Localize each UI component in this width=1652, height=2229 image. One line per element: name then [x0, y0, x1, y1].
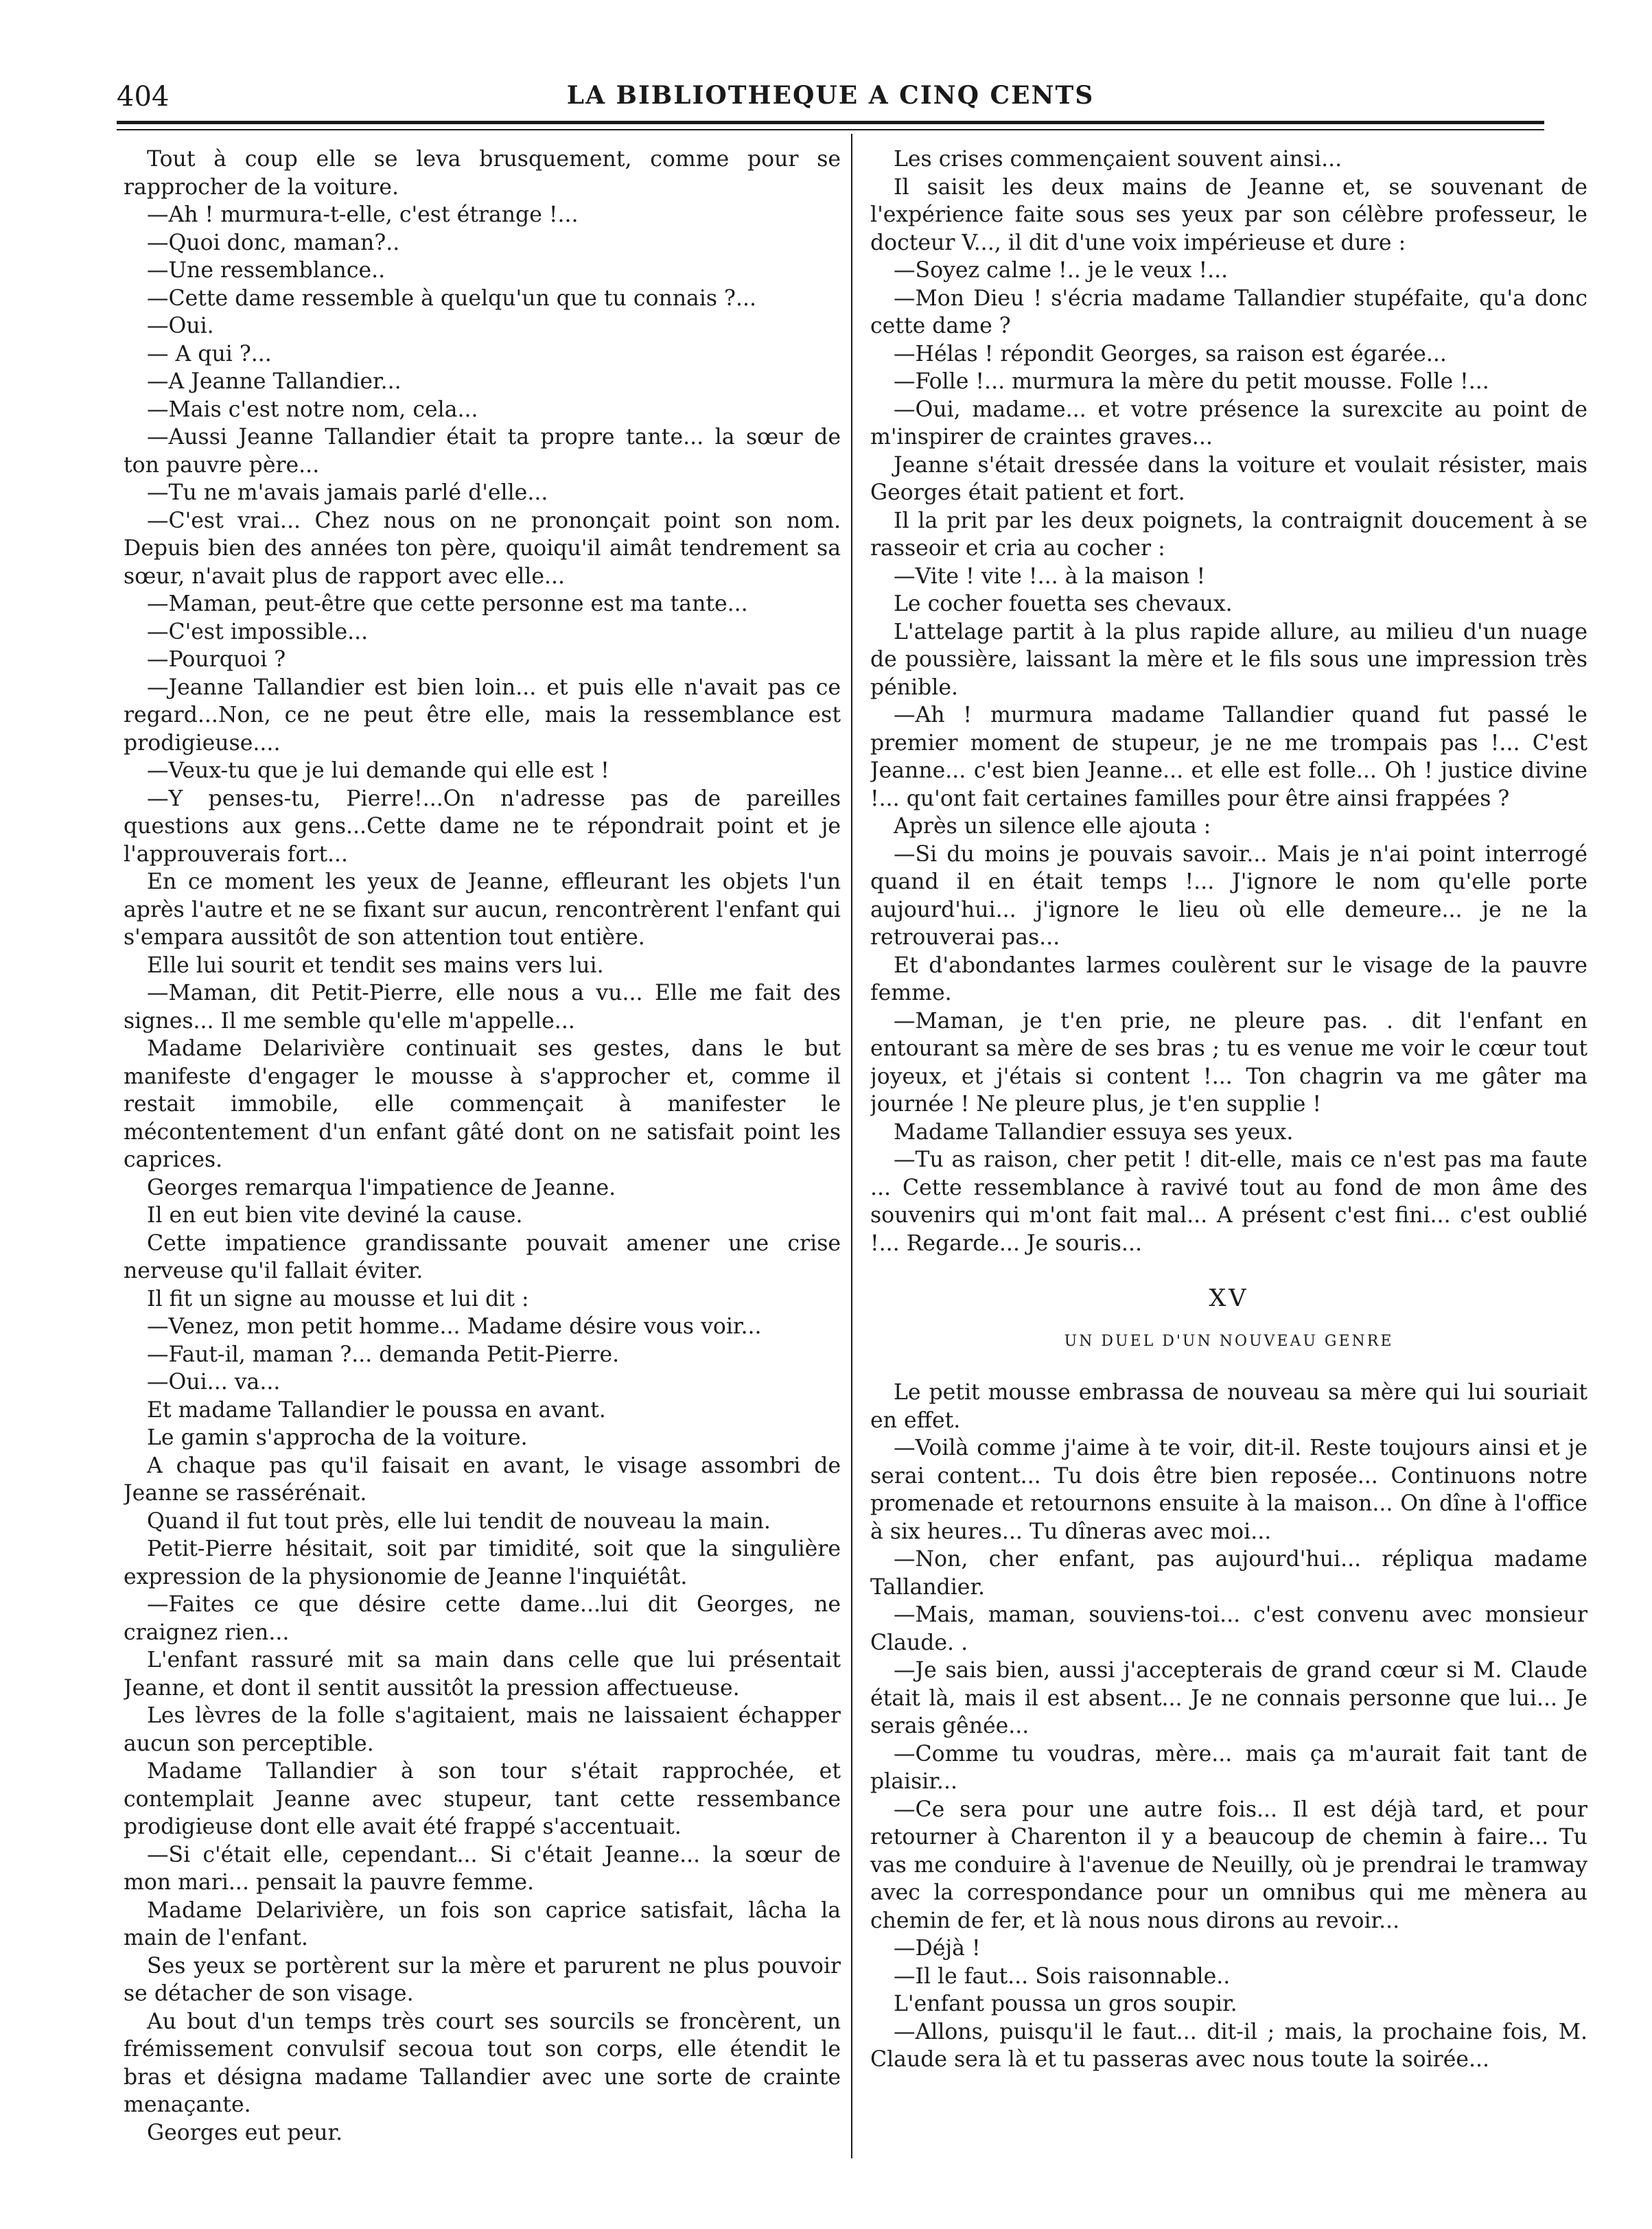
paragraph: Georges remarqua l'impatience de Jeanne.	[147, 1175, 616, 1200]
paragraph: Ses yeux se portèrent sur la mère et parurent ne plus pouvoir se détacher de son visage.	[124, 1953, 841, 2006]
chapter-title: UN DUEL D'UN NOUVEAU GENRE	[1064, 1333, 1394, 1350]
paragraph: —Mais, maman, souviens-toi... c'est convenu avec monsieur Claude. .	[870, 1602, 1587, 1655]
paragraph: —Tu as raison, cher petit ! dit-elle, mais ce n'est pas ma faute ... Cette ressemblance à ravivé tout au fond de mon âme des souvenirs qui m'ont fait mal... A présent c'est fini... c'est oublié !... Regarde... Je souris...	[870, 1147, 1587, 1256]
paragraph: Il en eut bien vite deviné la cause.	[147, 1203, 523, 1228]
paragraph: —Pourquoi ?	[147, 647, 286, 672]
paragraph: Les crises commençaient souvent ainsi...	[894, 147, 1342, 172]
paragraph: Elle lui sourit et tendit ses mains vers lui.	[147, 953, 604, 978]
paragraph: —Ah ! murmura madame Tallandier quand fut passé le premier moment de stupeur, je ne me trompais pas !... C'est Jeanne... c'est bien Jeanne... et elle est folle... Oh ! justice divine !... qu'ont fait certaines familles pour être ainsi frappées ?	[870, 703, 1587, 811]
paragraph: Les lèvres de la folle s'agitaient, mais ne laissaient échapper aucun son perceptible.	[124, 1703, 841, 1756]
paragraph: —Soyez calme !.. je le veux !...	[894, 258, 1229, 283]
paragraph: —Ah ! murmura-t-elle, c'est étrange !...	[147, 202, 579, 227]
paragraph: —Veux-tu que je lui demande qui elle est !	[147, 758, 609, 783]
paragraph: L'enfant poussa un gros soupir.	[894, 1992, 1237, 2016]
paragraph: Au bout d'un temps très court ses sourcils se froncèrent, un frémissement convulsif secoua tout son corps, elle étendit le bras et désigna madame Tallandier avec une sorte de crainte menaçante.	[124, 2009, 841, 2117]
paragraph: Et madame Tallandier le poussa en avant.	[147, 1397, 606, 1423]
paragraph: —Mon Dieu ! s'écria madame Tallandier stupéfaite, qu'a donc cette dame ?	[870, 285, 1587, 338]
paragraph: —Tu ne m'avais jamais parlé d'elle...	[147, 480, 548, 505]
paragraph: Tout à coup elle se leva brusquement, comme pour se rapprocher de la voiture.	[124, 147, 841, 200]
paragraph: —Maman, dit Petit-Pierre, elle nous a vu... Elle me fait des signes... Il me semble qu'elle m'appelle...	[124, 981, 841, 1034]
paragraph: Petit-Pierre hésitait, soit par timidité, soit que la singulière expression de la physionomie de Jeanne l'inquiétât.	[124, 1537, 841, 1589]
paragraph: Le cocher fouetta ses chevaux.	[894, 592, 1233, 616]
paragraph: —C'est impossible...	[147, 619, 369, 644]
paragraph: —Il le faut... Sois raisonnable..	[894, 1963, 1231, 1989]
paragraph: —Faites ce que désire cette dame...lui dit Georges, ne craignez rien...	[124, 1592, 841, 1645]
paragraph: Quand il fut tout près, elle lui tendit de nouveau la main.	[147, 1508, 771, 1534]
paragraph: L'enfant rassuré mit sa main dans celle que lui présentait Jeanne, et dont il sentit aussitôt la pression affectueuse.	[124, 1648, 841, 1701]
chapter-number: XV	[1209, 1285, 1249, 1312]
paragraph: —Maman, peut-être que cette personne est ma tante...	[147, 592, 748, 616]
paragraph: Madame Delarivière continuait ses gestes, dans le but manifeste d'engager le mousse à s'approcher et, comme il restait immobile, elle commençait à manifester le mécontentement d'un enfant gâté dont on ne satisfait point les caprices.	[124, 1036, 841, 1172]
paragraph: —Vite ! vite !... à la maison !	[894, 563, 1206, 589]
paragraph: Et d'abondantes larmes coulèrent sur le visage de la pauvre femme.	[870, 953, 1587, 1005]
paragraph: Il saisit les deux mains de Jeanne et, se souvenant de l'expérience faite sous ses yeux par son célèbre professeur, le docteur V..., il dit d'une voix impérieuse et dure :	[870, 174, 1587, 255]
paragraph: En ce moment les yeux de Jeanne, effleurant les objets l'un après l'autre et ne se fixant sur aucun, rencontrèrent l'enfant qui s'empara aussitôt de son attention tout entière.	[124, 870, 841, 950]
paragraph: —Déjà !	[894, 1936, 981, 1961]
right-column-bottom-text	[870, 1379, 1587, 2074]
paragraph: —Folle !... murmura la mère du petit mousse. Folle !...	[894, 369, 1489, 394]
paragraph: —Oui.	[147, 314, 214, 338]
paragraph: Le gamin s'approcha de la voiture.	[147, 1425, 528, 1450]
paragraph: Il la prit par les deux poignets, la contraignit doucement à se rasseoir et cria au cocher :	[870, 508, 1587, 561]
paragraph: —Faut-il, maman ?... demanda Petit-Pierre.	[147, 1342, 620, 1367]
paragraph: —Oui, madame... et votre présence la surexcite au point de m'inspirer de craintes graves...	[870, 397, 1587, 450]
paragraph: —Hélas ! répondit Georges, sa raison est égarée...	[894, 341, 1447, 366]
paragraph: Jeanne s'était dressée dans la voiture et voulait résister, mais Georges était patient et fort.	[870, 452, 1587, 505]
paragraph: —Oui... va...	[147, 1370, 281, 1394]
paragraph: —Je sais bien, aussi j'accepterais de grand cœur si M. Claude était là, mais il est absent... Je ne connais personne que lui... Je serais gênée...	[870, 1658, 1587, 1738]
paragraph: A chaque pas qu'il faisait en avant, le visage assombri de Jeanne se rassérénait.	[124, 1453, 841, 1506]
paragraph: —Maman, je t'en prie, ne pleure pas. . dit l'enfant en entourant sa mère de ses bras ; tu es venue me voir le cœur tout joyeux, et j'étais si content !... Ton chagrin va me gâter ma journée ! Ne pleure plus, je t'en supplie !	[870, 1008, 1587, 1117]
paragraph: —Venez, mon petit homme... Madame désire vous voir...	[147, 1314, 762, 1339]
paragraph: —Cette dame ressemble à quelqu'un que tu connais ?...	[147, 285, 756, 311]
paragraph: Cette impatience grandissante pouvait amener une crise nerveuse qu'il fallait éviter.	[124, 1230, 841, 1283]
paragraph: Madame Delarivière, un fois son caprice satisfait, lâcha la main de l'enfant.	[124, 1898, 841, 1950]
page-number: 404	[117, 81, 170, 113]
paragraph: —Allons, puisqu'il le faut... dit-il ; mais, la prochaine fois, M. Claude sera là et tu passeras avec nous toute la soirée...	[870, 2019, 1587, 2072]
left-column	[124, 145, 841, 2177]
header-rule-thin	[117, 129, 1544, 130]
paragraph: —Aussi Jeanne Tallandier était ta propre tante... la sœur de ton pauvre père...	[124, 425, 841, 478]
paragraph: Madame Tallandier à son tour s'était rapprochée, et contemplait Jeanne avec stupeur, tant cette ressembance prodigieuse dont elle avait été frappé s'accentuait.	[124, 1759, 841, 1839]
right-column	[870, 145, 1587, 2177]
paragraph: —Une ressemblance..	[147, 258, 386, 283]
paragraph: Madame Tallandier essuya ses yeux.	[894, 1119, 1294, 1145]
paragraph: —Ce sera pour une autre fois... Il est déjà tard, et pour retourner à Charenton il y a beaucoup de chemin à faire... Tu vas me conduire à l'avenue de Neuilly, où je prendrai le tramway avec la correspondance pour un omnibus qui me mènera au chemin de fer, et là nous nous dirons au revoir...	[870, 1797, 1587, 1933]
paragraph: Georges eut peur.	[147, 2120, 343, 2145]
header-rule-thick	[117, 121, 1544, 124]
paragraph: —Quoi donc, maman?..	[147, 230, 400, 255]
paragraph: —Y penses-tu, Pierre!...On n'adresse pas de pareilles questions aux gens...Cette dame ne te répondrait point et je l'approuverais fort...	[124, 786, 841, 867]
paragraph: Le petit mousse embrassa de nouveau sa mère qui lui souriait en effet.	[870, 1380, 1587, 1433]
paragraph: —Si c'était elle, cependant... Si c'était Jeanne... la sœur de mon mari... pensait la pauvre femme.	[124, 1842, 841, 1895]
paragraph: —Comme tu voudras, mère... mais ça m'aurait fait tant de plaisir...	[870, 1741, 1587, 1794]
column-divider	[851, 134, 852, 2158]
paragraph: Après un silence elle ajouta :	[894, 814, 1211, 839]
page-header	[117, 81, 1544, 122]
paragraph: —Jeanne Tallandier est bien loin... et puis elle n'avait pas ce regard...Non, ce ne peut être elle, mais la ressemblance est prodigieuse....	[124, 675, 841, 756]
paragraph: —C'est vrai... Chez nous on ne prononçait point son nom. Depuis bien des années ton père, quoiqu'il aimât tendrement sa sœur, n'avait plus de rapport avec elle...	[124, 508, 841, 589]
right-column-top-text	[870, 145, 1587, 1257]
paragraph: Il fit un signe au mousse et lui dit :	[147, 1286, 529, 1311]
paragraph: —Non, cher enfant, pas aujourd'hui... répliqua madame Tallandier.	[870, 1547, 1587, 1600]
paragraph: —Si du moins je pouvais savoir... Mais je n'ai point interrogé quand il en était temps !... J'ignore le nom qu'elle porte aujourd'hui... j'ignore le lieu où elle demeure... je ne la retrouverai pas...	[870, 841, 1587, 950]
paragraph: —Mais c'est notre nom, cela...	[147, 397, 478, 422]
running-title: LA BIBLIOTHEQUE A CINQ CENTS	[566, 81, 1095, 110]
paragraph: L'attelage partit à la plus rapide allure, au milieu d'un nuage de poussière, laissant la mère et le fils sous une impression très pénible.	[870, 619, 1587, 700]
paragraph: —Voilà comme j'aime à te voir, dit-il. Reste toujours ainsi et je serai content... Tu dois être bien reposée... Continuons notre promenade et retournons ensuite à la maison... On dîne à l'office à six heures... Tu dîneras avec moi...	[870, 1436, 1587, 1544]
paragraph: — A qui ?...	[147, 341, 272, 366]
paragraph: —A Jeanne Tallandier...	[147, 369, 402, 394]
